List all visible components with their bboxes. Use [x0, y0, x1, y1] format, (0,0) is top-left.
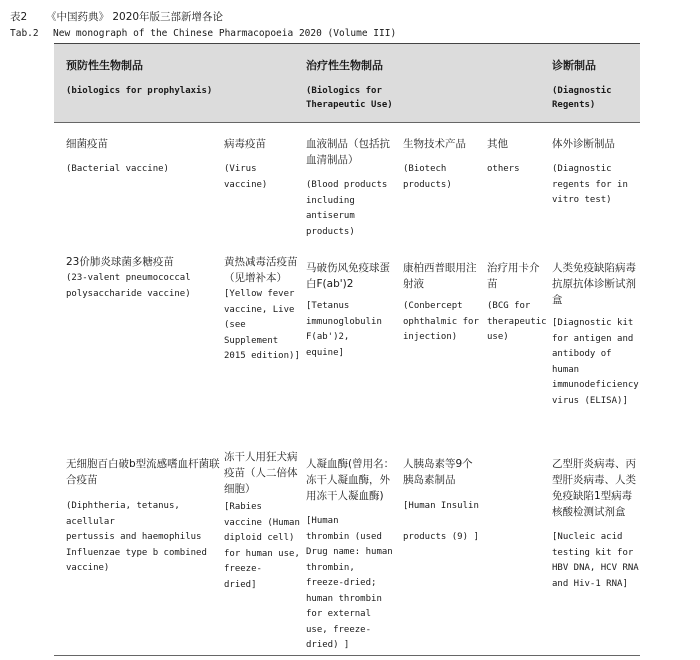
cell-r1-other-en: others	[487, 164, 520, 174]
cell-r3-bacterial-cn: 无细胞百白破b型流感嗜血杆菌联 合疫苗	[66, 458, 220, 486]
header-prophylaxis-cn: 预防性生物制品	[66, 59, 143, 72]
cell-r3-diag-cn: 乙型肝炎病毒、丙 型肝炎病毒、人类 免疫缺陷1型病毒 核酸检测试剂盒	[552, 458, 636, 518]
header-therapeutic-cn: 治疗性生物制品	[306, 59, 383, 72]
table-title-en: New monograph of the Chinese Pharmacopoeia 2020 (Volume III)	[53, 28, 397, 39]
cell-r1-virus-en: (Virus vaccine)	[224, 164, 268, 190]
header-diagnostic-cn: 诊断制品	[552, 59, 596, 72]
cell-r1-biotech-cn: 生物技术产品	[403, 138, 466, 150]
header-diagnostic-en: (Diagnostic Regents)	[552, 86, 612, 110]
cell-r1-other-cn: 其他	[487, 138, 508, 150]
cell-r2-other-en: (BCG for therapeutic use)	[487, 301, 547, 342]
header-therapeutic-en: (Biologics for Therapeutic Use)	[306, 86, 393, 110]
header-bottom-rule	[54, 122, 640, 123]
cell-r1-blood-cn: 血液制品（包括抗 血清制品）	[306, 138, 390, 166]
cell-r2-blood-en: [Tetanus immunoglobulin F(ab')2, equine]	[306, 301, 382, 358]
cell-r3-virus-en: [Rabies vaccine (Human diploid cell) for human use, freeze- dried]	[224, 502, 300, 590]
cell-r1-biotech-en: (Biotech products)	[403, 164, 452, 190]
cell-r1-bacterial-cn: 细菌疫苗	[66, 138, 108, 150]
header-prophylaxis-en: (biologics for prophylaxis)	[66, 86, 213, 96]
cell-r2-other-cn: 治疗用卡介 苗	[487, 262, 540, 290]
table-label-en: Tab.2	[10, 28, 39, 39]
cell-r2-blood-cn: 马破伤风免疫球蛋 白F(ab')2	[306, 262, 390, 290]
cell-r2-biotech-cn: 康柏西普眼用注 射液	[403, 262, 477, 290]
cell-r3-biotech-en: [Human Insulin products (9) ]	[403, 501, 479, 542]
cell-r1-bacterial-en: (Bacterial vaccine)	[66, 164, 169, 174]
cell-r3-bacterial-en: (Diphtheria, tetanus, acellular pertussis and haemophilus Influenzae type b combined vaccine)	[66, 501, 207, 573]
cell-r1-diag-en: (Diagnostic regents for in vitro test)	[552, 164, 628, 205]
cell-r3-blood-en: [Human thrombin (used Drug name: human thrombin, freeze-dried; human thrombin for external use, freeze- dried) ]	[306, 516, 393, 650]
cell-r3-blood-cn: 人凝血酶(曾用名： 冻干人凝血酶，外 用冻干人凝血酶)	[306, 458, 395, 502]
cell-r3-diag-en: [Nucleic acid testing kit for HBV DNA, HCV RNA and Hiv-1 RNA]	[552, 532, 639, 589]
cell-r2-bacterial-en: (23-valent pneumococcal polysaccharide vaccine)	[66, 273, 191, 299]
table-title-cn: 《中国药典》 2020年版三部新增各论	[46, 11, 224, 23]
cell-r2-diag-cn: 人类免疫缺陷病毒 抗原抗体诊断试剂 盒	[552, 262, 636, 306]
cell-r2-virus-cn: 黄热减毒活疫苗 （见增补本）	[224, 256, 298, 284]
cell-r2-virus-en: [Yellow fever vaccine, Live (see Supplement 2015 edition)]	[224, 289, 300, 361]
table-bottom-rule	[54, 655, 640, 656]
cell-r2-diag-en: [Diagnostic kit for antigen and antibody of human immunodeficiency virus (ELISA)]	[552, 318, 639, 406]
table-label-cn: 表2	[10, 11, 28, 23]
cell-r1-blood-en: (Blood products including antiserum products)	[306, 180, 388, 237]
cell-r1-virus-cn: 病毒疫苗	[224, 138, 266, 150]
cell-r2-bacterial-cn: 23价肺炎球菌多糖疫苗	[66, 256, 174, 268]
cell-r3-biotech-cn: 人胰岛素等9个 胰岛素制品	[403, 458, 473, 486]
cell-r2-biotech-en: (Conbercept ophthalmic for injection)	[403, 301, 479, 342]
cell-r1-diag-cn: 体外诊断制品	[552, 138, 615, 150]
cell-r3-virus-cn: 冻干人用狂犬病 疫苗（人二倍体 细胞）	[224, 451, 298, 495]
